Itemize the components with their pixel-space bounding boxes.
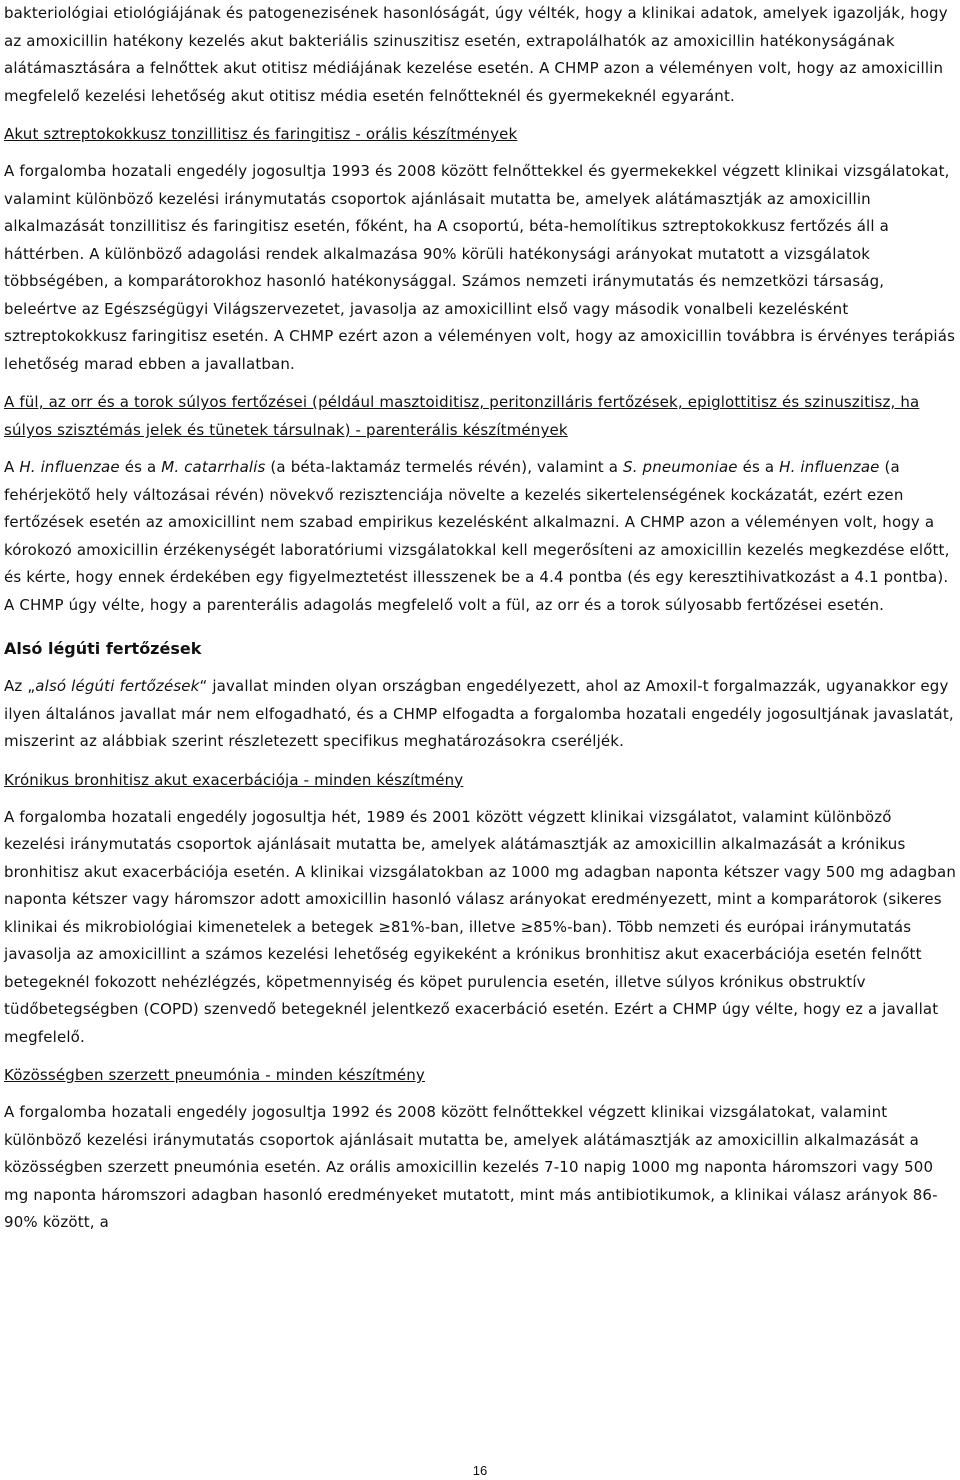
ent-section-heading: A fül, az orr és a torok súlyos fertőzései (például masztoiditisz, peritonzilláris fertőzések, epiglottitisz és szinuszitisz, ha súlyos szisztémás jelek és tünetek társulnak) - parenterális készítmények	[4, 393, 920, 439]
page-number: 16	[472, 1463, 488, 1478]
ent-text-1: A	[4, 458, 20, 476]
ent-organism-1: H. influenzae	[19, 458, 120, 476]
lower-resp-text-1: Az „	[4, 677, 36, 695]
ent-text-4: és a	[737, 458, 780, 476]
lower-resp-term: alsó légúti fertőzések	[35, 677, 200, 695]
strep-section-heading: Akut sztreptokokkusz tonzillitisz és faringitisz - orális készítmények	[4, 125, 518, 143]
pneumonia-paragraph: A forgalomba hozatali engedély jogosultja 1992 és 2008 között felnőttekkel végzett klinikai vizsgálatokat, valamint különböző kezelési iránymutatás csoportok ajánlásait mutatta be, amelyek alátámasztják az amoxicillin alkalmazását a közösségben szerzett pneumónia esetén. Az orális amoxicillin kezelés 7-10 napig 1000 mg naponta háromszori vagy 500 mg naponta háromszori adagban hasonló eredményeket mutatott, mint más antibiotikumok, a klinikai válasz arányok 86-90% között, a	[4, 1103, 938, 1231]
ent-organism-2: M. catarrhalis	[161, 458, 266, 476]
strep-paragraph: A forgalomba hozatali engedély jogosultja 1993 és 2008 között felnőttekkel és gyermekekkel végzett klinikai vizsgálatokat, valamint különböző kezelési iránymutatás csoportok ajánlásait mutatta be, amelyek alátámasztják az amoxicillin alkalmazását tonzillitisz és faringitisz esetén, főként, ha A csoportú, béta-hemolítikus sztreptokokkusz fertőzés áll a háttérben. A különböző adagolási rendek alkalmazása 90% körüli hatékonysági arányokat mutatott a vizsgálatok többségében, a komparátorokhoz hasonló hatékonysággal. Számos nemzeti iránymutatás és nemzetközi társaság, beleértve az Egészségügyi Világszervezetet, javasolja az amoxicillint első vagy második vonalbeli kezelésként sztreptokokkusz faringitisz esetén. A CHMP ezért azon a véleményen volt, hogy az amoxicillin továbbra is érvényes terápiás lehetőség marad ebben a javallatban.	[4, 162, 956, 373]
ent-organism-3: S. pneumoniae	[623, 458, 738, 476]
lower-resp-text-2: “ javallat minden olyan országban engedélyezett, ahol az Amoxil-t forgalmazzák, ugyanakkor egy ilyen általános javallat már nem elfogadható, és a CHMP elfogadta a forgalomba hozatali engedély jogosultjának javaslatát, miszerint az alábbiak szerint részletezett specifikus meghatározásokra cseréljék.	[4, 677, 954, 750]
document-page	[4, 0, 956, 1237]
bronchitis-paragraph: A forgalomba hozatali engedély jogosultja hét, 1989 és 2001 között végzett klinikai vizsgálatot, valamint különböző kezelési iránymutatás csoportok ajánlásait mutatta be, amelyek alátámasztják az amoxicillin alkalmazását a krónikus bronhitisz akut exacerbációja esetén. A klinikai vizsgálatokban az 1000 mg adagban naponta kétszer vagy 500 mg adagban naponta kétszer vagy háromszor adott amoxicillin hasonló válasz arányokat eredményezett, mint a komparátorok (sikeres klinikai és mikrobiológiai kimenetelek a betegek ≥81%-ban, illetve ≥85%-ban). Több nemzeti és európai iránymutatás javasolja az amoxicillint a számos kezelési lehetőség egyikeként a krónikus bronhitisz akut exacerbációja esetén felnőtt betegeknél fokozott nehézlégzés, köpetmennyiség és köpet purulencia esetén, illetve súlyos krónikus obstruktív tüdőbetegségben (COPD) szenvedő betegeknél jelentkező exacerbáció esetén. Ezért a CHMP úgy vélte, hogy ez a javallat megfelelő.	[4, 807, 956, 1046]
lower-resp-paragraph	[4, 673, 956, 756]
ent-text-2: és a	[119, 458, 162, 476]
ent-paragraph	[4, 454, 956, 619]
lower-resp-heading: Alsó légúti fertőzések	[4, 639, 202, 658]
bronchitis-section-heading: Krónikus bronhitisz akut exacerbációja - minden készítmény	[4, 770, 464, 789]
ent-text-3: (a béta-laktamáz termelés révén), valamint a	[265, 458, 624, 476]
ent-text-5: (a fehérjekötő hely változásai révén) növekvő rezisztenciája növelte a kezelés sikertelenségének kockázatát, ezért ezen fertőzések esetén az amoxicillint nem szabad empirikus kezelésként alkalmazni. A CHMP azon a véleményen volt, hogy a kórokozó amoxicillin érzékenységét laboratóriumi vizsgálatokkal kell megerősíteni az amoxicillin kezelés megkezdése előtt, és kérte, hogy ennek érdekében egy figyelmeztetést illesszenek be a 4.4 pontba (és egy keresztihivatkozást a 4.1 pontba). A CHMP úgy vélte, hogy a parenterális adagolás megfelelő volt a fül, az orr és a torok súlyosabb fertőzései esetén.	[4, 458, 950, 614]
intro-paragraph: bakteriológiai etiológiájának és patogenezisének hasonlóságát, úgy vélték, hogy a klinikai adatok, amelyek igazolják, hogy az amoxicillin hatékony kezelés akut bakteriális szinuszitisz esetén, extrapolálhatók az amoxicillin hatékonyságának alátámasztására a felnőttek akut otitisz médiájának kezelése esetén. A CHMP azon a véleményen volt, hogy az amoxicillin megfelelő kezelési lehetőség akut otitisz média esetén felnőtteknél és gyermekeknél egyaránt.	[4, 4, 948, 105]
pneumonia-section-heading: Közösségben szerzett pneumónia - minden készítmény	[4, 1066, 425, 1084]
ent-organism-4: H. influenzae	[779, 458, 880, 476]
